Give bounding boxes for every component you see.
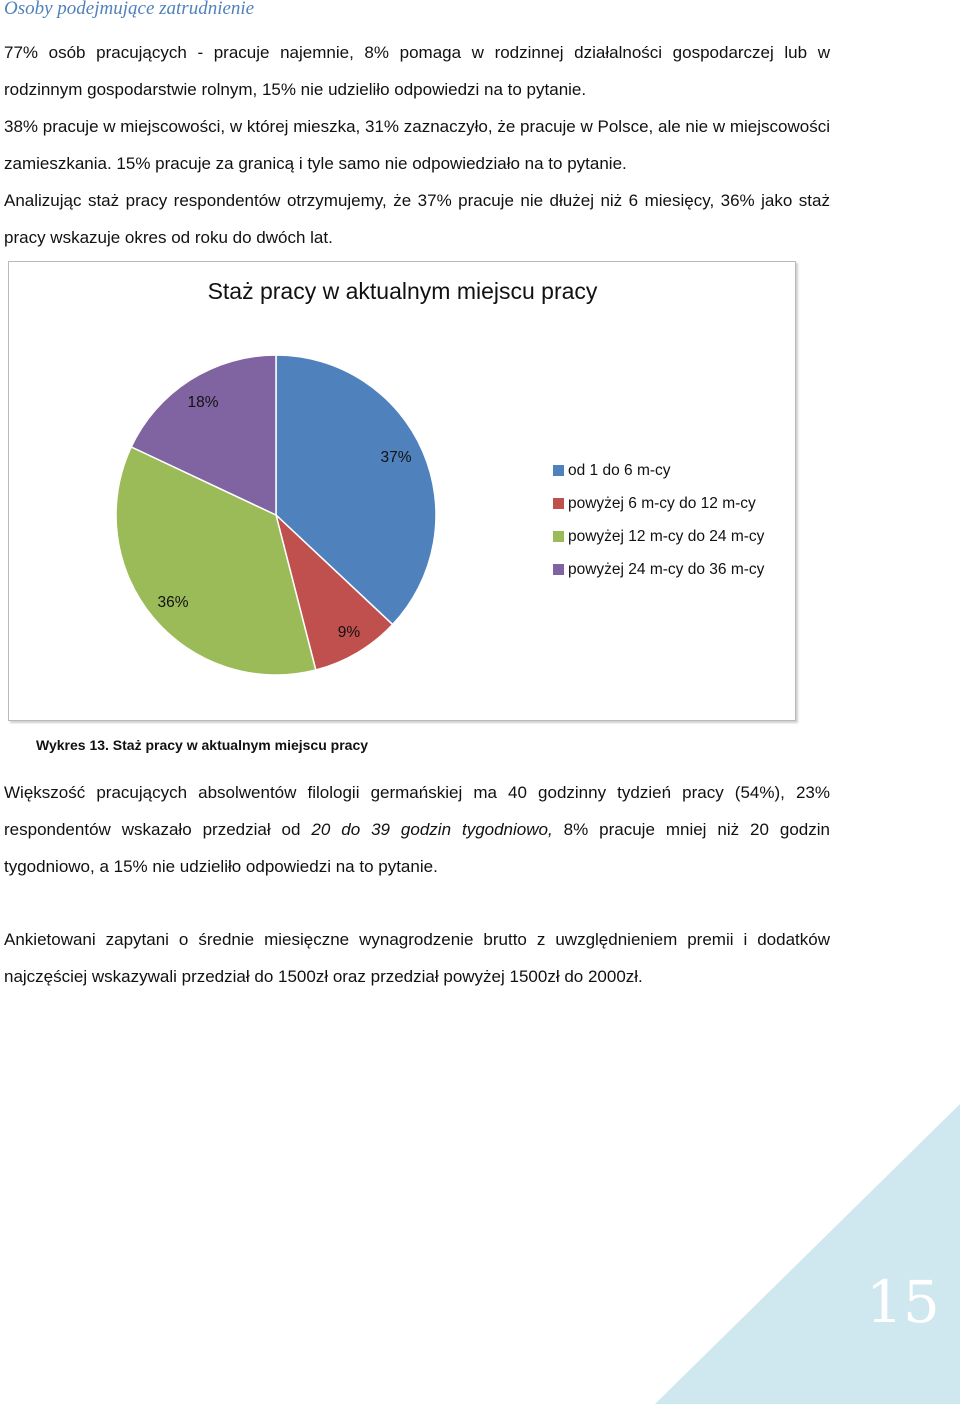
slice-label: 9% bbox=[337, 624, 361, 642]
paragraph-seniority: Analizując staż pracy respondentów otrzymujemy, że 37% pracuje nie dłużej niż 6 miesięcy, 36% jako staż pracy wskazuje okres od roku do dwóch lat. bbox=[4, 191, 830, 247]
slice-label: 37% bbox=[380, 449, 412, 467]
legend-label: powyżej 12 m-cy do 24 m-cy bbox=[568, 527, 765, 545]
corner-decoration bbox=[655, 1104, 960, 1404]
slice-label: 36% bbox=[157, 594, 189, 612]
slice-label: 18% bbox=[187, 394, 219, 412]
legend-swatch bbox=[553, 498, 564, 509]
legend-label: powyżej 24 m-cy do 36 m-cy bbox=[568, 560, 765, 578]
chart-legend bbox=[553, 454, 764, 586]
paragraph-working-hours bbox=[4, 774, 830, 885]
paragraph-salary: Ankietowani zapytani o średnie miesięczne wynagrodzenie brutto z uwzględnieniem premii i dodatków najczęściej wskazywali przedział do 1500zł oraz przedział powyżej 1500zł do 2000zł. bbox=[4, 930, 830, 986]
legend-label: od 1 do 6 m-cy bbox=[568, 461, 671, 479]
paragraph-emphasis: 20 do 39 godzin tygodniowo, bbox=[311, 820, 553, 839]
chart-title: Staż pracy w aktualnym miejscu pracy bbox=[207, 278, 598, 304]
legend-swatch bbox=[553, 564, 564, 575]
legend-swatch bbox=[553, 531, 564, 542]
paragraph-text: 8% pracuje mniej niż 20 godzin tygodniowo, a 15% nie udzieliło odpowiedzi na to pytanie. bbox=[4, 820, 830, 876]
legend-swatch bbox=[553, 465, 564, 476]
legend-item bbox=[553, 520, 764, 553]
legend-label: powyżej 6 m-cy do 12 m-cy bbox=[568, 494, 756, 512]
legend-item bbox=[553, 454, 764, 487]
paragraph-work-location: 38% pracuje w miejscowości, w której mieszka, 31% zaznaczyło, że pracuje w Polsce, ale nie w miejscowości zamieszkania. 15% pracuje za granicą i tyle samo nie odpowiedziało na to pytanie. bbox=[4, 117, 830, 173]
page-number: 15 bbox=[866, 1268, 940, 1336]
paragraph-text: Większość pracujących absolwentów filologii germańskiej ma 40 godzinny tydzień pracy (54%), 23% respondentów wskazało przedział od bbox=[4, 783, 830, 839]
chart-caption: Wykres 13. Staż pracy w aktualnym miejscu pracy bbox=[36, 737, 369, 753]
legend-item bbox=[553, 487, 764, 520]
paragraph-employment-type: 77% osób pracujących - pracuje najemnie, 8% pomaga w rodzinnej działalności gospodarczej lub w rodzinnym gospodarstwie rolnym, 15% nie udzieliło odpowiedzi na to pytanie. bbox=[4, 43, 830, 99]
section-heading: Osoby podejmujące zatrudnienie bbox=[4, 0, 255, 19]
legend-item bbox=[553, 553, 764, 586]
